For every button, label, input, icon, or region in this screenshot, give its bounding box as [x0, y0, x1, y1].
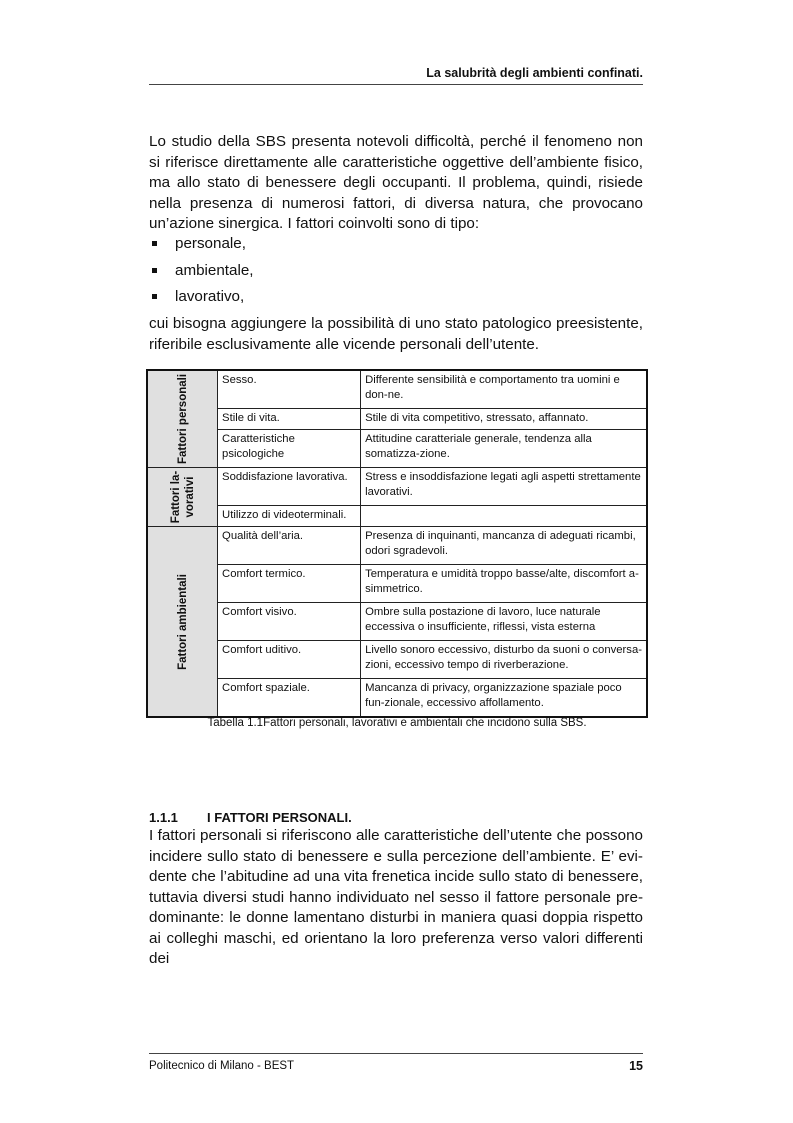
description-cell: Temperatura e umidità troppo basse/alte, discomfort a-simmetrico.	[361, 565, 647, 603]
factor-cell: Comfort visivo.	[218, 603, 361, 641]
description-cell: Presenza di inquinanti, mancanza di adeguati ricambi, odori sgradevoli.	[361, 527, 647, 565]
factors-table	[146, 369, 648, 718]
description-cell: Mancanza di privacy, organizzazione spaziale poco fun-zionale, eccessivo affollamento.	[361, 679, 647, 718]
description-cell: Stress e insoddisfazione legati agli aspetti strettamente lavorativi.	[361, 468, 647, 506]
list-item: ambientale,	[149, 261, 643, 288]
category-environmental: Fattori ambientali	[147, 527, 218, 718]
factor-cell: Comfort termico.	[218, 565, 361, 603]
table-row	[147, 468, 647, 506]
running-header: La salubrità degli ambienti confinati.	[149, 66, 643, 85]
section-paragraph: I fattori personali si riferiscono alle caratteristiche dell’utente che possono incidere sullo stato di benessere e sulla percezione dell’ambiente. E’ evi-dente che l’abitudine ad una vita frenetica incide sullo stato di benessere, tuttavia diversi studi hanno individuato nel sesso il fattore personale pre-dominante: le donne lamentano disturbi in maniera quasi doppia rispetto ai colleghi maschi, ed orientano la loro preferenza verso valori differenti dei	[149, 827, 643, 967]
factor-cell: Utilizzo di videoterminali.	[218, 506, 361, 527]
description-cell: Differente sensibilità e comportamento tra uomini e don-ne.	[361, 370, 647, 409]
factor-cell: Qualità dell’aria.	[218, 527, 361, 565]
category-work: Fattori la- vorativi	[147, 468, 218, 527]
factor-cell: Sesso.	[218, 370, 361, 409]
factor-cell: Comfort spaziale.	[218, 679, 361, 718]
factor-cell: Stile di vita.	[218, 409, 361, 430]
list-item: lavorativo,	[149, 287, 643, 314]
section-heading	[149, 810, 352, 825]
factor-cell: Caratteristiche psicologiche	[218, 430, 361, 468]
table-row	[147, 641, 647, 679]
description-cell: Livello sonoro eccessivo, disturbo da suoni o conversa-zioni, eccessivo tempo di riverberazione.	[361, 641, 647, 679]
section-number: 1.1.1	[149, 810, 178, 825]
factor-type-list	[149, 234, 643, 314]
table-row	[147, 370, 647, 409]
section-title: I FATTORI PERSONALI.	[207, 810, 352, 825]
description-cell: Attitudine caratteriale generale, tendenza alla somatizza-zione.	[361, 430, 647, 468]
footer-divider	[149, 1053, 643, 1054]
description-cell: Ombre sulla postazione di lavoro, luce naturale eccessiva o insufficiente, riflessi, vista esterna	[361, 603, 647, 641]
table-row	[147, 565, 647, 603]
followup-paragraph: cui bisogna aggiungere la possibilità di uno stato patologico preesistente, riferibile esclusivamente alle vicende personali dell’utente.	[149, 315, 643, 353]
bullet-square-icon	[152, 241, 157, 246]
bullet-square-icon	[152, 268, 157, 273]
bullet-square-icon	[152, 294, 157, 299]
table-row	[147, 603, 647, 641]
factor-cell: Comfort uditivo.	[218, 641, 361, 679]
table-row	[147, 409, 647, 430]
list-item: personale,	[149, 234, 643, 261]
table-row	[147, 527, 647, 565]
table-caption: Tabella 1.1Fattori personali, lavorativi e ambientali che incidono sulla SBS.	[207, 717, 587, 729]
factor-cell: Soddisfazione lavorativa.	[218, 468, 361, 506]
footer-institution: Politecnico di Milano - BEST	[149, 1060, 295, 1072]
table-row	[147, 679, 647, 718]
table-row	[147, 506, 647, 527]
table-row	[147, 430, 647, 468]
category-personal: Fattori personali	[147, 370, 218, 468]
description-cell: Stile di vita competitivo, stressato, affannato.	[361, 409, 647, 430]
intro-paragraph: Lo studio della SBS presenta notevoli difficoltà, perché il fenomeno non si riferisce direttamente alle caratteristiche oggettive dell’ambiente fisico, ma allo stato di benessere degli occupanti. Il problema, quindi, risiede nella presenza di numerosi fattori, di diversa natura, che provocano un’azione sinergica. I fattori coinvolti sono di tipo:	[149, 133, 643, 232]
page-number: 15	[629, 1059, 643, 1073]
description-cell	[361, 506, 647, 527]
